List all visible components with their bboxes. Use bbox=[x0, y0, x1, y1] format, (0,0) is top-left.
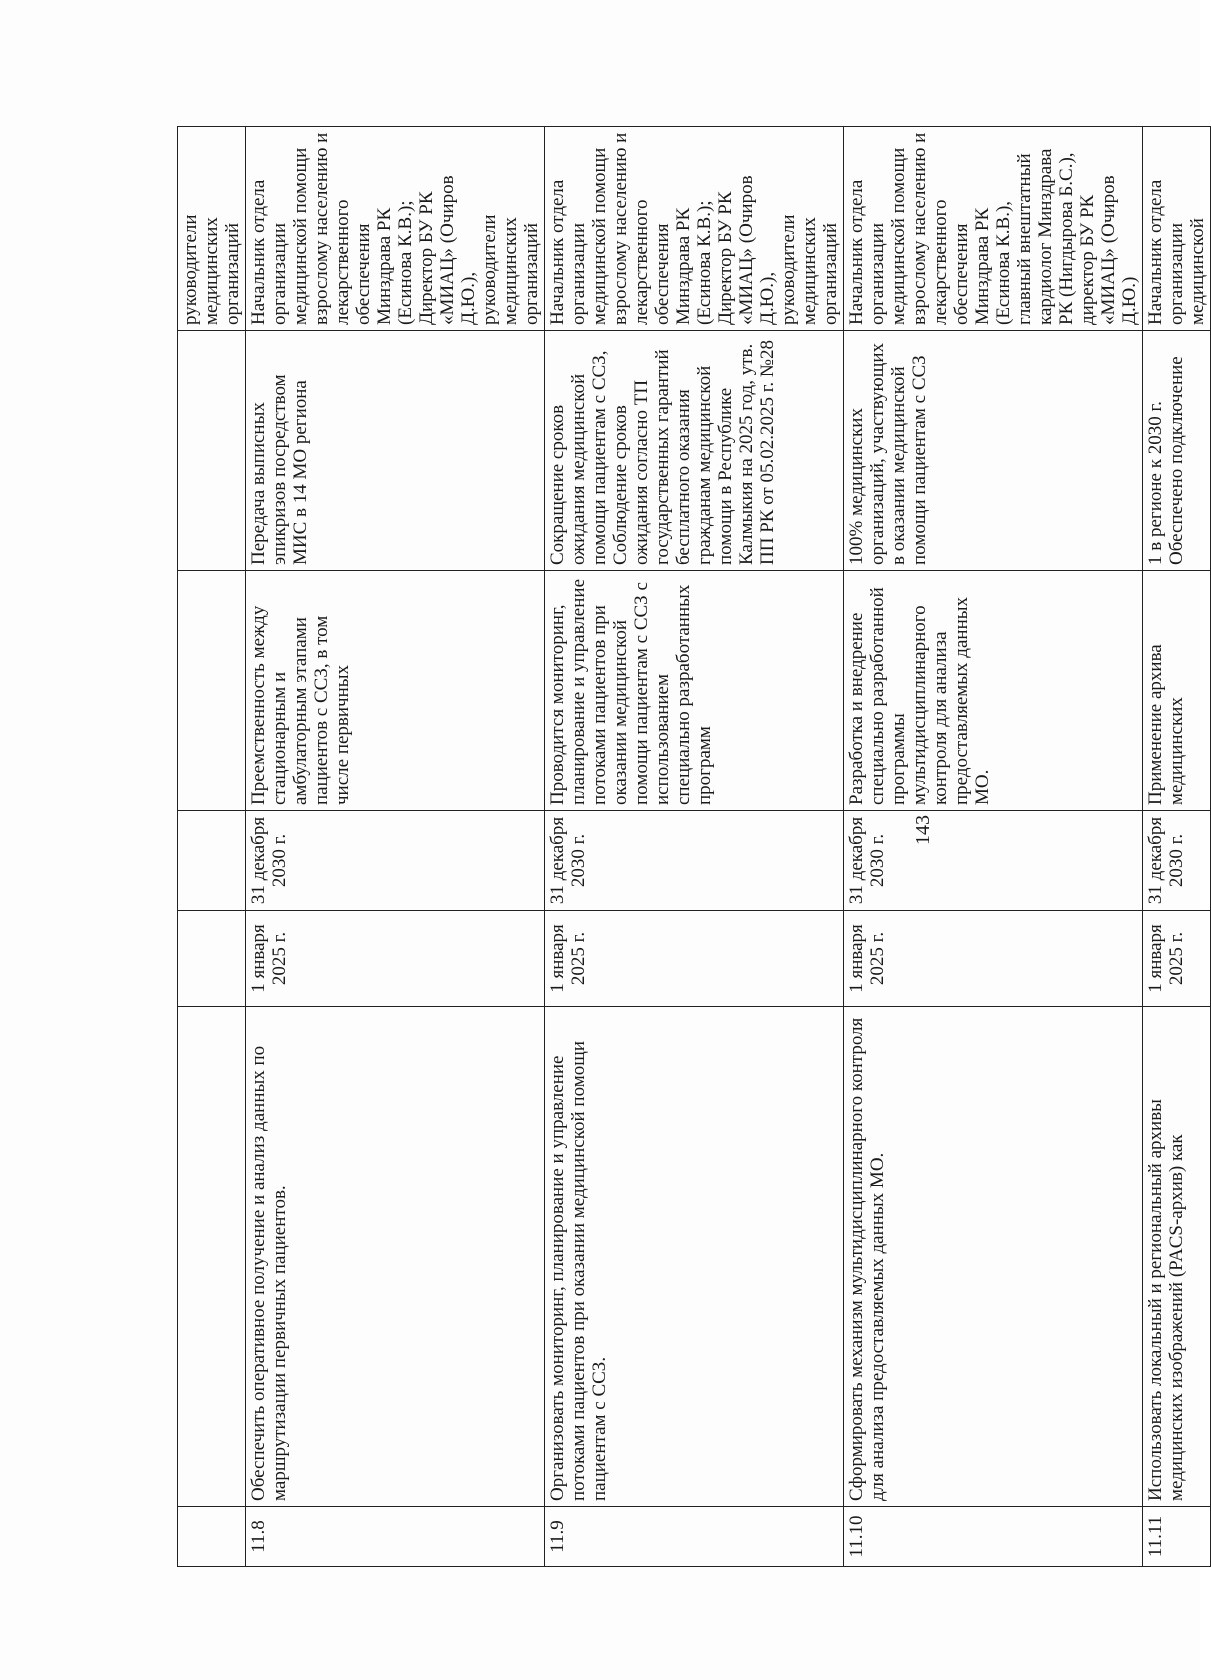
table-row bbox=[844, 127, 1143, 1567]
table-row bbox=[1143, 127, 1211, 1567]
start-date-cell bbox=[178, 911, 246, 1007]
end-date-cell: 31 декабря 2030 г. bbox=[844, 811, 1143, 911]
end-date-cell: 31 декабря 2030 г. bbox=[545, 811, 844, 911]
task-cell: Обеспечить оперативное получение и анализ данных по маршрутизации первичных пациентов. bbox=[246, 1007, 545, 1507]
result-cell: Применение архива медицинских bbox=[1143, 571, 1211, 811]
plan-table bbox=[177, 126, 1211, 1567]
task-cell: Организовать мониторинг, планирование и управление потоками пациентов при оказании медицинской помощи пациентам с ССЗ. bbox=[545, 1007, 844, 1507]
responsible-cell: руководители медицинских организаций bbox=[178, 127, 246, 331]
row-number bbox=[178, 1507, 246, 1567]
responsible-cell: Начальник отдела организации медицинской помощи взрослому населению и лекарственного обеспечения Минздрава РК (Есинова К.В.); Директор БУ РК «МИАЦ» (Очиров Д.Ю.), руководители медицинских организаций bbox=[246, 127, 545, 331]
page-number: 143 bbox=[912, 815, 934, 845]
responsible-cell: Начальник отдела организации медицинской помощи взрослому населению и лекарственного обеспечения Минздрава РК (Есинова К.В.); Директор БУ РК «МИАЦ» (Очиров Д.Ю.), руководители медицинских организаций bbox=[545, 127, 844, 331]
end-date-cell bbox=[178, 811, 246, 911]
task-cell: Использовать локальный и региональный архивы медицинских изображений (PACS-архив) как bbox=[1143, 1007, 1211, 1507]
indicator-cell: Сокращение сроков ожидания медицинской помощи пациентам с ССЗ, Соблюдение сроков ожидания согласно ТП государственных гарантий бесплатного оказания гражданам медицинской помощи в Республике Калмыкия на 2025 год, утв. ПП РК от 05.02.2025 г. №28 bbox=[545, 331, 844, 571]
table-row bbox=[246, 127, 545, 1567]
indicator-cell bbox=[178, 331, 246, 571]
end-date-cell: 31 декабря 2030 г. bbox=[246, 811, 545, 911]
start-date-cell: 1 января 2025 г. bbox=[1143, 911, 1211, 1007]
table-sheet bbox=[177, 127, 1208, 1567]
result-cell: Преемственность между стационарным и амбулаторным этапами пациентов с ССЗ, в том числе первичных bbox=[246, 571, 545, 811]
rotated-area bbox=[177, 127, 1208, 1567]
responsible-cell: Начальник отдела организации медицинской bbox=[1143, 127, 1211, 331]
table-row bbox=[545, 127, 844, 1567]
responsible-cell: Начальник отдела организации медицинской помощи взрослому населению и лекарственного обеспечения Минздрава РК (Есинова К.В.), главный внештатный кардиолог Минздрава РК (Нигдырова Б.С.), директор БУ РК «МИАЦ» (Очиров Д.Ю.) bbox=[844, 127, 1143, 331]
result-cell bbox=[178, 571, 246, 811]
start-date-cell: 1 января 2025 г. bbox=[246, 911, 545, 1007]
indicator-cell: 100% медицинских организаций, участвующих в оказании медицинской помощи пациентам с ССЗ bbox=[844, 331, 1143, 571]
result-cell: Проводится мониторинг, планирование и управление потоками пациентов при оказании медицинской помощи пациентам с ССЗ с использованием специально разработанных программ bbox=[545, 571, 844, 811]
start-date-cell: 1 января 2025 г. bbox=[844, 911, 1143, 1007]
indicator-cell: 1 в регионе к 2030 г. Обеспечено подключение bbox=[1143, 331, 1211, 571]
start-date-cell: 1 января 2025 г. bbox=[545, 911, 844, 1007]
end-date-cell: 31 декабря 2030 г. bbox=[1143, 811, 1211, 911]
indicator-cell: Передача выписных эпикризов посредством МИС в 14 МО региона bbox=[246, 331, 545, 571]
row-number: 11.11 bbox=[1143, 1507, 1211, 1567]
table-row bbox=[178, 127, 246, 1567]
row-number: 11.8 bbox=[246, 1507, 545, 1567]
task-cell bbox=[178, 1007, 246, 1507]
task-cell: Сформировать механизм мультидисциплинарного контроля для анализа предоставляемых данных МО. bbox=[844, 1007, 1143, 1507]
result-cell: Разработка и внедрение специально разработанной программы мультидисциплинарного контроля для анализа предоставляемых данных МО. bbox=[844, 571, 1143, 811]
row-number: 11.10 bbox=[844, 1507, 1143, 1567]
row-number: 11.9 bbox=[545, 1507, 844, 1567]
